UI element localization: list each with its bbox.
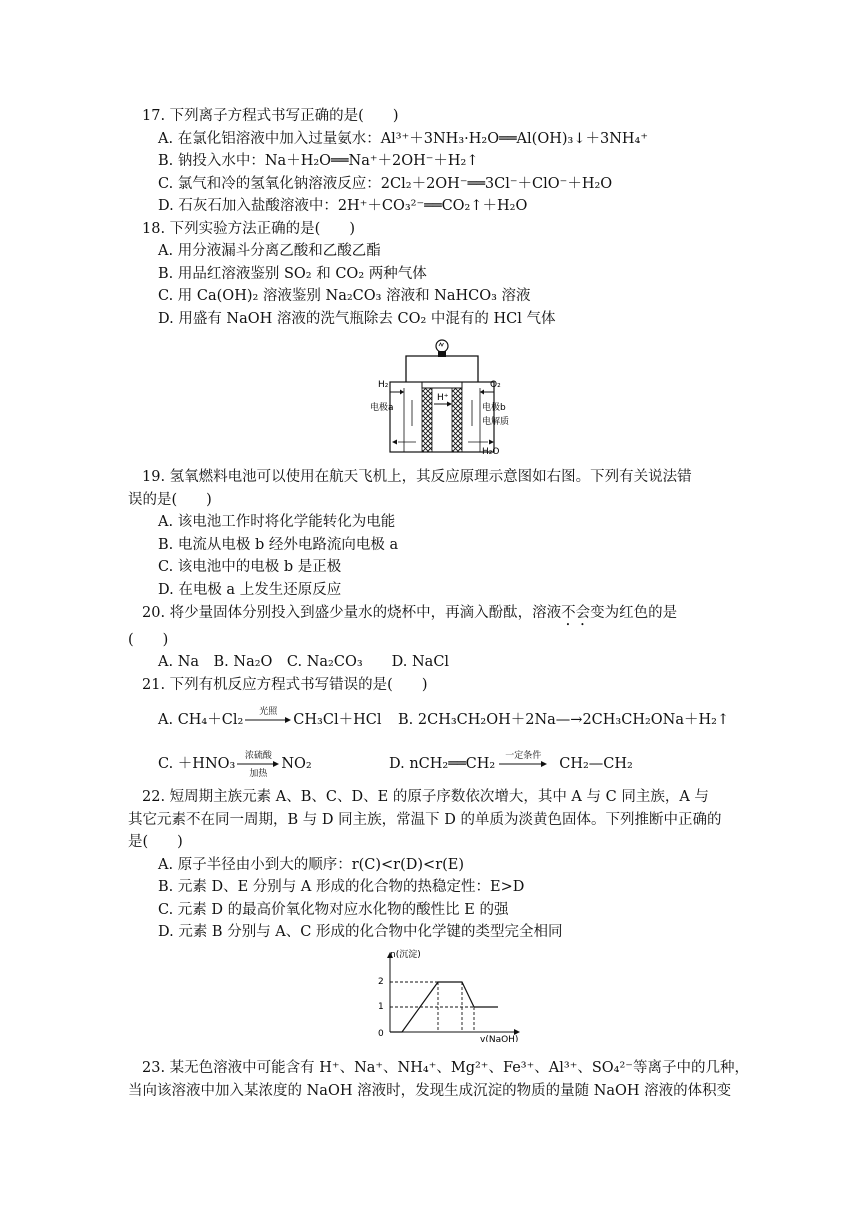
emphasis-not: 不会 xyxy=(561,605,591,621)
q19-option-c: C. 该电池中的电极 b 是正极 xyxy=(158,559,342,575)
q22-stem-line2: 其它元素不在同一周期，B 与 D 同主族，常温下 D 的单质为淡黄色固体。下列推断中正确的 xyxy=(128,812,722,828)
x-axis-label: v(NaOH) xyxy=(480,1035,519,1042)
q18-option-d: D. 用盛有 NaOH 溶液的洗气瓶除去 CO₂ 中混有的 HCl 气体 xyxy=(158,311,556,327)
q20-options: A. Na B. Na₂O C. Na₂CO₃ D. NaCl xyxy=(158,654,450,670)
q22-option-c: C. 元素 D 的最高价氧化物对应水化物的酸性比 E 的强 xyxy=(158,902,509,918)
q20-stem-line2: ( ) xyxy=(128,632,169,648)
q22-option-a: A. 原子半径由小到大的顺序：r(C)<r(D)<r(E) xyxy=(158,857,465,873)
q19-stem-line2: 误的是( ) xyxy=(128,492,212,508)
q22-option-b: B. 元素 D、E 分别与 A 形成的化合物的热稳定性：E>D xyxy=(158,879,525,895)
y-tick-2: 2 xyxy=(378,977,384,987)
q21-option-c: C. ＋HNO₃ 浓硫酸 加热 NO₂ xyxy=(158,751,312,779)
q20-stem-line1: 20. 将少量固体分别投入到盛少量水的烧杯中，再滴入酚酞，溶液不会变为红色的是 xyxy=(142,605,678,621)
q23-stem-line2: 当向该溶液中加入某浓度的 NaOH 溶液时，发现生成沉淀的物质的量随 NaOH 溶液的体积变 xyxy=(128,1083,732,1099)
precipitate-chart xyxy=(366,946,526,1042)
electrolyte-label: 电解质 xyxy=(482,417,510,427)
reaction-arrow-icon xyxy=(499,760,547,768)
reaction-arrow-icon xyxy=(237,760,279,768)
q21-option-a: A. CH₄＋Cl₂ 光照 CH₃Cl＋HCl xyxy=(158,707,382,728)
q21-option-b: B. 2CH₃CH₂OH＋2Na—→2CH₃CH₂ONa＋H₂↑ xyxy=(398,712,730,728)
q23-stem-line1: 23. 某无色溶液中可能含有 H⁺、Na⁺、NH₄⁺、Mg²⁺、Fe³⁺、Al³⁺、SO₄²⁻等离子中的几种， xyxy=(142,1060,749,1076)
q17-option-a: A. 在氯化铝溶液中加入过量氨水：Al³⁺＋3NH₃·H₂O══Al(OH)₃↓＋3NH₄⁺ xyxy=(158,131,648,147)
q18-option-c: C. 用 Ca(OH)₂ 溶液鉴别 Na₂CO₃ 溶液和 NaHCO₃ 溶液 xyxy=(158,288,531,304)
q22-option-d: D. 元素 B 分别与 A、C 形成的化合物中化学键的类型完全相同 xyxy=(158,924,563,940)
fuel-cell-diagram xyxy=(368,336,528,460)
h2-label: H₂ xyxy=(378,380,389,390)
q19-stem-line1: 19. 氢氧燃料电池可以使用在航天飞机上，其反应原理示意图如右图。下列有关说法错 xyxy=(142,469,692,485)
y-axis-label: n(沉淀) xyxy=(390,950,421,960)
y-tick-0: 0 xyxy=(378,1029,384,1039)
q21-stem: 21. 下列有机反应方程式书写错误的是( ) xyxy=(142,677,428,693)
hplus-label: H⁺ xyxy=(437,393,449,403)
q21-option-d: D. nCH₂══CH₂ 一定条件 CH₂—CH₂ xyxy=(389,751,633,772)
electrode-b-label: 电极b xyxy=(482,403,506,413)
q17-option-d: D. 石灰石加入盐酸溶液中：2H⁺＋CO₃²⁻══CO₂↑＋H₂O xyxy=(158,198,528,214)
q18-stem: 18. 下列实验方法正确的是( ) xyxy=(142,221,355,237)
q22-stem-line3: 是( ) xyxy=(128,834,183,850)
light-bulb-icon xyxy=(436,340,448,357)
q17-option-c: C. 氯气和冷的氢氧化钠溶液反应：2Cl₂＋2OH⁻══3Cl⁻＋ClO⁻＋H₂O xyxy=(158,176,613,192)
electrode-a-label: 电极a xyxy=(370,403,394,413)
y-tick-1: 1 xyxy=(378,1002,384,1012)
h2o-label: H₂O xyxy=(482,447,500,457)
q19-option-d: D. 在电极 a 上发生还原反应 xyxy=(158,582,342,598)
q19-option-a: A. 该电池工作时将化学能转化为电能 xyxy=(158,514,396,530)
q19-option-b: B. 电流从电极 b 经外电路流向电极 a xyxy=(158,537,399,553)
reaction-arrow-icon xyxy=(245,716,291,724)
q17-option-b: B. 钠投入水中：Na＋H₂O══Na⁺＋2OH⁻＋H₂↑ xyxy=(158,153,479,169)
q18-option-a: A. 用分液漏斗分离乙酸和乙酸乙酯 xyxy=(158,243,381,259)
q17-stem: 17. 下列离子方程式书写正确的是( ) xyxy=(142,108,399,124)
q22-stem-line1: 22. 短周期主族元素 A、B、C、D、E 的原子序数依次增大，其中 A 与 C 同主族，A 与 xyxy=(142,789,709,805)
q18-option-b: B. 用品红溶液鉴别 SO₂ 和 CO₂ 两种气体 xyxy=(158,266,427,282)
condition-light: 光照 xyxy=(259,707,278,717)
o2-label: O₂ xyxy=(490,380,501,390)
